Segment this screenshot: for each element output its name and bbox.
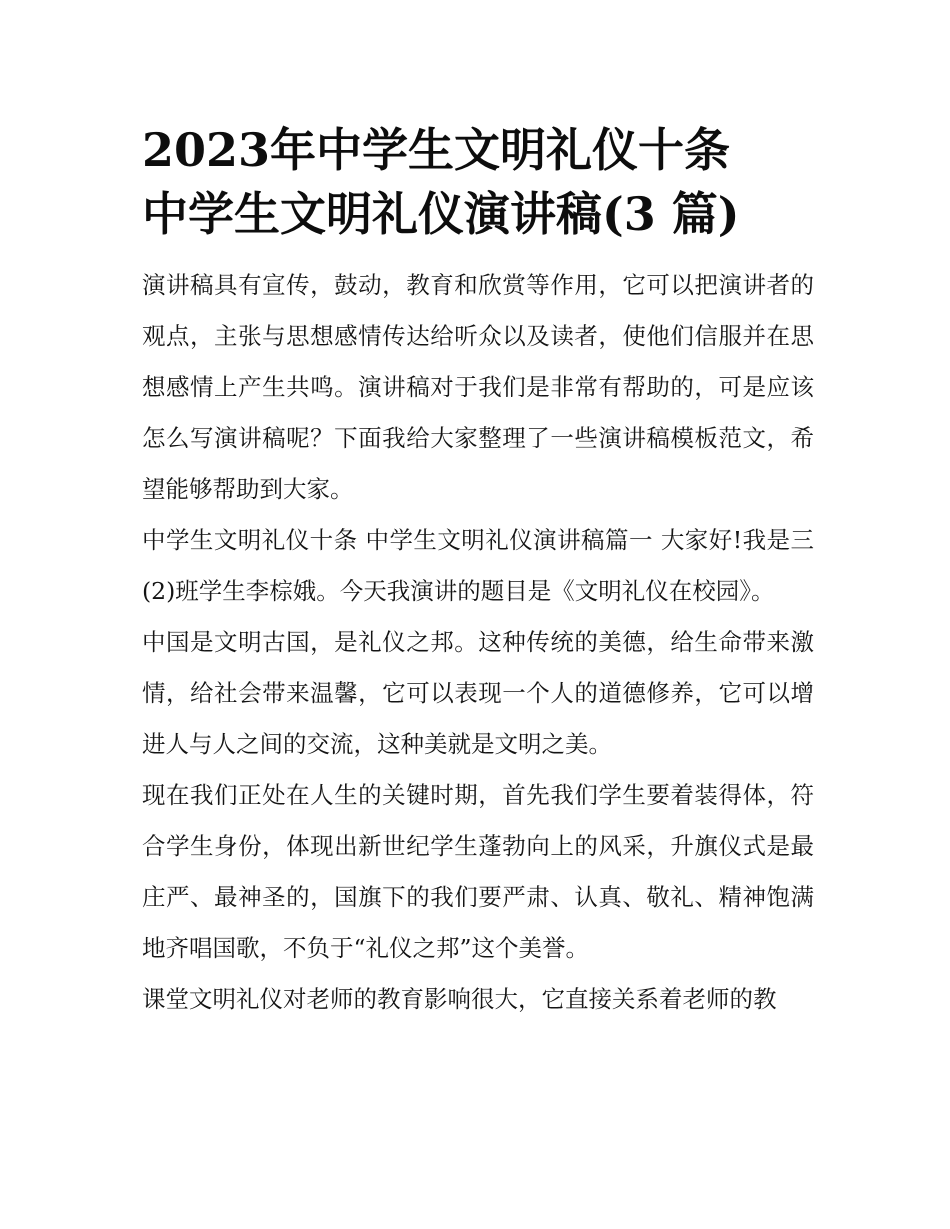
- document-title-line-1: [142, 118, 814, 182]
- title-line-1-text: 年中学生文明礼仪十条: [270, 123, 731, 177]
- paragraph-intro: 演讲稿具有宣传，鼓动，教育和欣赏等作用，它可以把演讲者的观点，主张与思想感情传达给听众以及读者，使他们信服并在思想感情上产生共鸣。演讲稿对于我们是非常有帮助的，可是应该怎么写演讲稿呢？下面我给大家整理了一些演讲稿模板范文，希望能够帮助到大家。: [142, 271, 814, 503]
- title-year: 2023: [142, 123, 271, 177]
- document-title-line-2: [142, 182, 814, 246]
- paragraph-classroom: 课堂文明礼仪对老师的教育影响很大，它直接关系着老师的教: [142, 985, 777, 1013]
- title-count: (3 篇): [602, 187, 740, 241]
- document-content: [142, 118, 814, 1025]
- document-body: [142, 260, 814, 1025]
- title-line-2-text: 中学生文明礼仪演讲稿: [142, 187, 602, 241]
- paragraph-students: 现在我们正处在人生的关键时期，首先我们学生要着装得体，符合学生身份，体现出新世纪学生蓬勃向上的风采，升旗仪式是最庄严、最神圣的，国旗下的我们要严肃、认真、敬礼、精神饱满地齐唱国歌，不负于“礼仪之邦”这个美誉。: [142, 781, 814, 962]
- paragraph-greeting: 中学生文明礼仪十条 中学生文明礼仪演讲稿篇一 大家好!我是三(2)班学生李棕娥。今天我演讲的题目是《文明礼仪在校园》。: [142, 526, 814, 605]
- paragraph-china: 中国是文明古国，是礼仪之邦。这种传统的美德，给生命带来激情，给社会带来温馨，它可以表现一个人的道德修养，它可以增进人与人之间的交流，这种美就是文明之美。: [142, 628, 814, 758]
